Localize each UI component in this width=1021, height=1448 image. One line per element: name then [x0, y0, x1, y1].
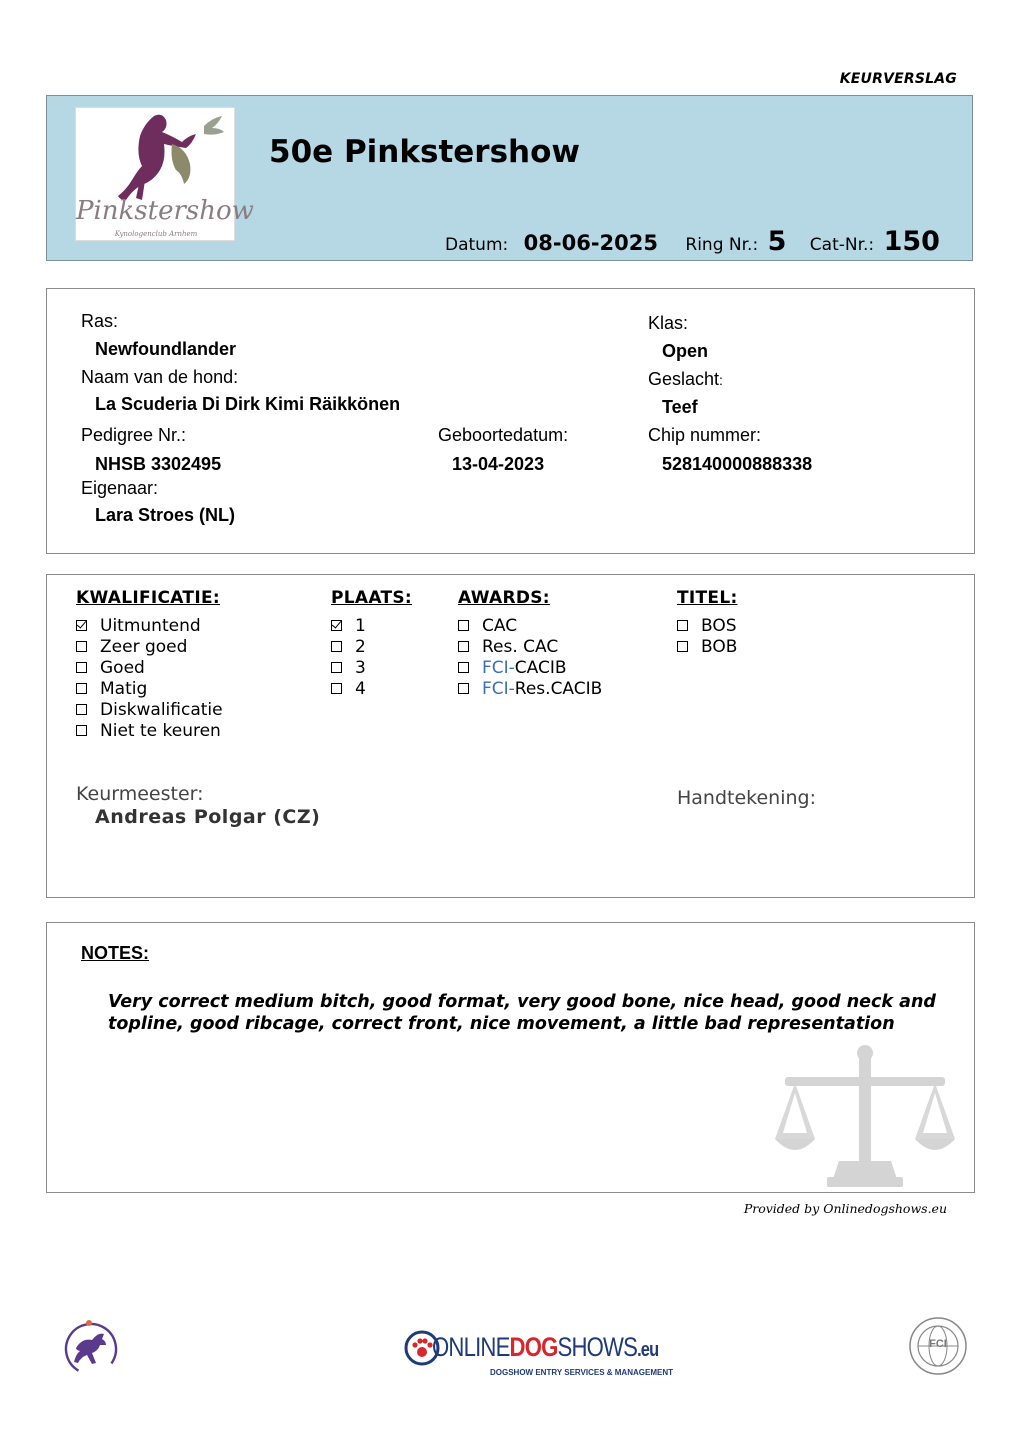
qualification-options	[76, 616, 223, 742]
placement-option-label: 4	[355, 679, 366, 699]
placement-option-label: 2	[355, 637, 366, 657]
title-options	[677, 616, 738, 658]
onlinedogshows-wordmark	[432, 1332, 658, 1363]
awards-heading: AWARDS:	[458, 588, 550, 608]
fci-prefix: FCI-	[482, 658, 515, 678]
sex-label-text: Geslacht	[648, 369, 720, 389]
checkbox-icon[interactable]	[76, 641, 87, 652]
provided-by: Provided by Onlinedogshows.eu	[743, 1201, 947, 1216]
checked-checkbox-icon[interactable]	[76, 620, 87, 631]
checkbox-icon[interactable]	[331, 683, 342, 694]
checked-checkbox-icon[interactable]	[331, 620, 342, 631]
signature-label: Handtekening:	[677, 787, 817, 809]
judge-value: Andreas Polgar (CZ)	[95, 806, 321, 828]
qualification-option-label: Uitmuntend	[100, 616, 201, 636]
document-type: KEURVERSLAG	[839, 71, 957, 87]
checkbox-icon[interactable]	[331, 641, 342, 652]
pedigree-label: Pedigree Nr.:	[81, 425, 187, 445]
qualification-option[interactable]	[76, 700, 223, 721]
dog-name-value: La Scuderia Di Dirk Kimi Räikkönen	[95, 394, 401, 414]
award-option-label: CAC	[482, 616, 518, 636]
ods-shows: SHOWS	[557, 1332, 638, 1362]
ring-label: Ring Nr.:	[685, 235, 759, 255]
checkbox-icon[interactable]	[458, 641, 469, 652]
ods-eu: .eu	[637, 1339, 659, 1361]
fci-seal-text: FCI	[929, 1338, 947, 1350]
show-header	[46, 95, 973, 261]
ods-dog: DOG	[509, 1332, 558, 1362]
notes-text	[108, 991, 938, 1035]
date-label: Datum:	[445, 235, 509, 255]
sex-label-colon: :	[719, 372, 723, 388]
notes-heading: NOTES:	[81, 943, 150, 963]
title-heading: TITEL:	[677, 588, 738, 608]
judge-label: Keurmeester:	[76, 783, 204, 805]
fci-seal	[908, 1316, 968, 1376]
show-meta	[445, 226, 958, 257]
checkbox-icon[interactable]	[76, 662, 87, 673]
title-option[interactable]	[677, 637, 738, 658]
breed-label: Ras:	[81, 311, 119, 331]
qualification-heading: KWALIFICATIE:	[76, 588, 220, 608]
qualification-option[interactable]	[76, 637, 223, 658]
award-option[interactable]	[458, 658, 602, 679]
birthdate-label: Geboortedatum:	[438, 425, 569, 445]
notes-box	[46, 922, 975, 1193]
dog-info-box	[46, 288, 975, 554]
logo-wordmark: Pinkstershow	[76, 196, 254, 226]
chip-value: 528140000888338	[662, 454, 813, 474]
qualification-option-label: Niet te keuren	[100, 721, 221, 741]
date-value: 08-06-2025	[523, 231, 658, 255]
checkbox-icon[interactable]	[76, 725, 87, 736]
scales-watermark-icon	[775, 1043, 955, 1188]
placement-option-label: 3	[355, 658, 366, 678]
qualification-option[interactable]	[76, 721, 223, 742]
placement-option[interactable]	[331, 658, 412, 679]
award-option[interactable]	[458, 637, 602, 658]
class-label: Klas:	[648, 313, 689, 333]
chip-label: Chip nummer:	[648, 425, 762, 445]
checkbox-icon[interactable]	[458, 683, 469, 694]
qualification-option[interactable]	[76, 616, 223, 637]
placement-heading: PLAATS:	[331, 588, 413, 608]
fci-prefix: FCI-	[482, 679, 515, 699]
dog-name-label: Naam van de hond:	[81, 367, 239, 387]
award-option[interactable]	[458, 616, 602, 637]
ods-o-letter: O	[432, 1332, 449, 1362]
qualification-option-label: Diskwalificatie	[100, 700, 223, 720]
birthdate-value: 13-04-2023	[452, 454, 545, 474]
qualification-option[interactable]	[76, 658, 223, 679]
qualification-option-label: Zeer goed	[100, 637, 188, 657]
award-option[interactable]	[458, 679, 602, 700]
checkbox-icon[interactable]	[458, 620, 469, 631]
sex-value: Teef	[662, 397, 698, 417]
title-column	[677, 588, 738, 658]
placement-option[interactable]	[331, 637, 412, 658]
placement-option-label: 1	[355, 616, 366, 636]
pedigree-value: NHSB 3302495	[95, 454, 222, 474]
award-option-label: Res.CACIB	[514, 679, 603, 699]
ods-nline: NLINE	[448, 1332, 510, 1362]
class-value: Open	[662, 341, 709, 361]
sex-label	[648, 369, 723, 390]
notes-line-2: topline, good ribcage, correct front, nice movement, a little bad representation	[108, 1014, 895, 1034]
checkbox-icon[interactable]	[76, 683, 87, 694]
judging-box	[46, 574, 975, 898]
title-option-label: BOS	[701, 616, 737, 636]
logo-subtext: Kynologenclub Arnhem	[114, 230, 198, 238]
show-title: 50e Pinkstershow	[269, 134, 581, 170]
checkbox-icon[interactable]	[677, 620, 688, 631]
qualification-column	[76, 588, 223, 742]
award-option-label: Res. CAC	[482, 637, 559, 657]
qualification-option-label: Matig	[100, 679, 148, 699]
checkbox-icon[interactable]	[76, 704, 87, 715]
checkbox-icon[interactable]	[458, 662, 469, 673]
cat-value: 150	[883, 226, 940, 257]
ring-value: 5	[767, 226, 787, 257]
qualification-option-label: Goed	[100, 658, 145, 678]
onlinedogshows-logo	[404, 1328, 673, 1380]
qualification-option[interactable]	[76, 679, 223, 700]
running-dog-logo-icon	[62, 1318, 120, 1376]
placement-column	[331, 588, 412, 700]
breed-value: Newfoundlander	[95, 339, 237, 359]
awards-options	[458, 616, 602, 700]
placement-options	[331, 616, 412, 700]
awards-column	[458, 588, 602, 700]
checkbox-icon[interactable]	[677, 641, 688, 652]
ods-tagline: DOGSHOW ENTRY SERVICES & MANAGEMENT	[490, 1368, 673, 1377]
checkbox-icon[interactable]	[331, 662, 342, 673]
notes-line-1: Very correct medium bitch, good format, very good bone, nice head, good neck and	[108, 992, 936, 1012]
owner-label: Eigenaar:	[81, 478, 159, 498]
title-option[interactable]	[677, 616, 738, 637]
owner-value: Lara Stroes (NL)	[95, 505, 236, 525]
cat-label: Cat-Nr.:	[809, 235, 875, 255]
award-option-label: CACIB	[514, 658, 567, 678]
show-logo	[75, 107, 254, 241]
title-option-label: BOB	[701, 637, 738, 657]
placement-option[interactable]	[331, 616, 412, 637]
placement-option[interactable]	[331, 679, 412, 700]
